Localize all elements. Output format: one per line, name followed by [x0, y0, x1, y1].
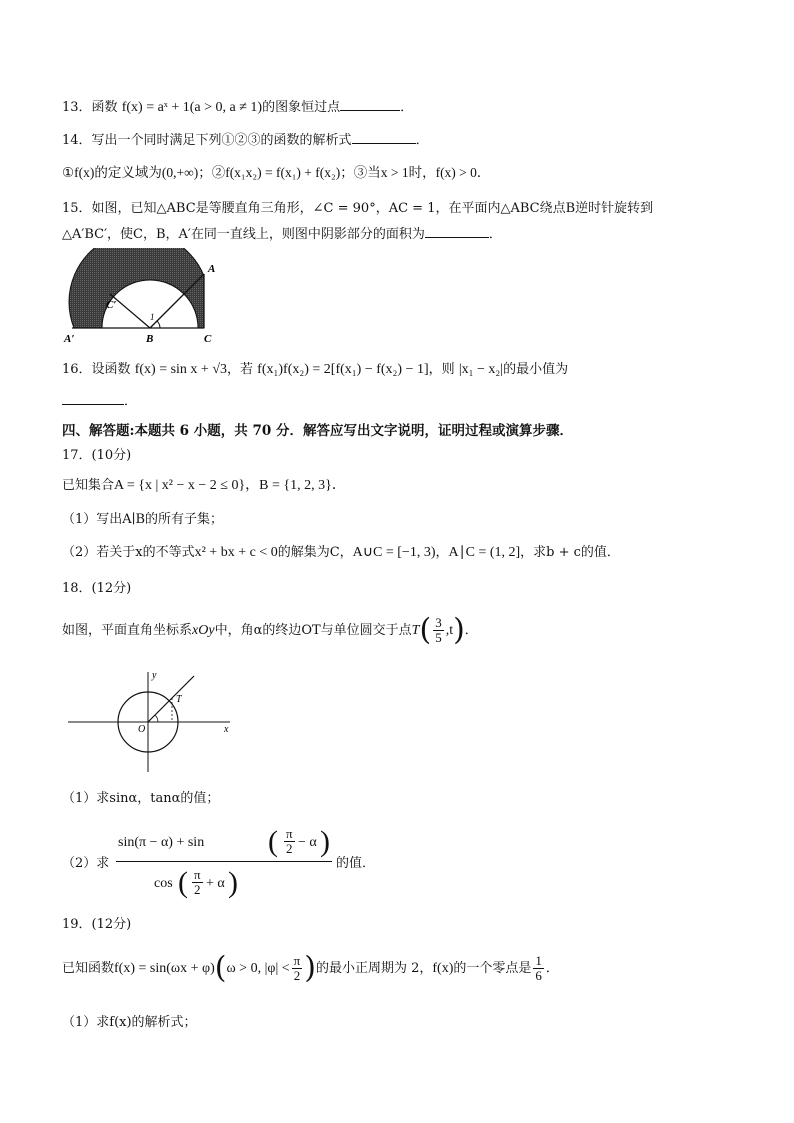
q19-end: ． — [545, 961, 559, 976]
q18-p2-numerator — [118, 826, 330, 858]
q18-point-T: T — [411, 623, 420, 638]
question-14 — [62, 131, 429, 151]
q19-cond-frac-num: π — [293, 953, 301, 968]
q19-cond-frac-den: 2 — [293, 968, 301, 983]
q17-given-text: 已知集合 — [62, 478, 115, 493]
q16-text-d: 的最小值为 — [503, 362, 569, 377]
q13-text: 函数 — [91, 100, 118, 115]
q17-p2-text-a: （2）若关于x的不等式 — [62, 545, 195, 560]
q18-part1: （1）求sinα，tanα的值； — [62, 791, 220, 806]
q13-answer-blank — [340, 98, 400, 111]
q15-label-A: A — [208, 263, 216, 275]
q18-p2-den-plus-alpha: + α — [206, 876, 225, 891]
q18-frac-num: 3 — [435, 615, 442, 630]
q15-line1: 15．如图，已知△ABC是等腰直角三角形，∠C = 90°，AC = 1，在平面内△ABC绕点B逆时针旋转到 — [62, 201, 654, 216]
q16-text-b: ，若 — [227, 362, 254, 377]
q13-end: ． — [400, 100, 414, 115]
q14-number: 14． — [62, 133, 92, 148]
q17-given — [62, 476, 346, 496]
q18-angle-arc — [155, 715, 158, 722]
q17-header: 17．(10分) — [62, 448, 132, 463]
q18-p2-num-minus-alpha: − α — [298, 835, 317, 850]
q14-conditions: ①f(x)的定义域为(0,+∞)；②f(x₁x₂) = f(x₁) + f(x₂)；③当x > 1时，f(x) > 0． — [62, 165, 491, 180]
q19-fx: f(x) — [432, 961, 454, 976]
q18-p2-num-frac-den: 2 — [286, 841, 293, 856]
q19-header: 19．(12分) — [62, 917, 132, 932]
q19-left-paren: ( — [214, 950, 227, 986]
q18-right-paren: ) — [453, 612, 465, 648]
q18-end: ． — [464, 623, 478, 638]
q14-end: ． — [415, 133, 429, 148]
q15-text: △A′BC′，使C，B，A′在同一直线上，则图中阴影部分的面积为 — [62, 227, 425, 242]
q15-line2 — [62, 225, 502, 245]
question-13 — [62, 98, 413, 118]
q18-p2-text-a: （2）求 — [62, 856, 110, 871]
q17-p2-text-d: ，求b + c的值． — [520, 545, 620, 560]
q15-label-angle: 1 — [150, 312, 155, 322]
q15-end: ． — [488, 227, 502, 242]
q18-fraction — [433, 616, 444, 645]
q18-text-a: 如图，平面直角坐标系 — [62, 623, 193, 638]
q18-p2-num-rparen: ) — [320, 825, 330, 858]
q16-formula-2: f(x₁)f(x₂) = 2[f(x₁) − f(x₂) − 1] — [257, 362, 429, 377]
q18-p2-fraction-bar — [116, 861, 332, 862]
q17-p2-formula: x² + bx + c < 0 — [194, 545, 278, 560]
q18-p2-den-cos: cos — [154, 876, 173, 891]
q18-p2-den-frac-num: π — [194, 867, 201, 882]
q16-answer-blank — [62, 392, 124, 405]
q18-left-paren: ( — [419, 612, 432, 648]
q18-part2 — [62, 820, 382, 908]
q19-statement — [62, 950, 559, 988]
q18-label-y: y — [152, 670, 157, 681]
q19-zero-num: 1 — [535, 953, 542, 968]
q17-p2-text-c: ， — [435, 545, 449, 560]
question-16 — [62, 360, 568, 380]
q15-label-B: B — [146, 333, 154, 344]
q16-end: ． — [124, 394, 138, 409]
q18-p2-num-text: sin(π − α) + sin — [118, 835, 205, 850]
q16-formula-1: f(x) = sin x + √3 — [134, 362, 228, 377]
q15-figure — [62, 248, 222, 344]
q18-p2-den-frac — [192, 868, 203, 897]
q18-figure — [66, 668, 236, 776]
q19-formula: f(x) = sin(ωx + φ) — [114, 961, 215, 976]
q19-zero-den: 6 — [535, 968, 542, 983]
q17-p2-union: A∪C = [−1, 3) — [352, 545, 436, 560]
q13-formula: f(x) = aˣ + 1(a > 0, a ≠ 1) — [121, 100, 263, 115]
q18-p2-text-b: 的值． — [336, 856, 376, 871]
q14-answer-blank — [352, 131, 416, 144]
q13-text-b: 的图象恒过点 — [262, 100, 341, 115]
q19-text-a: 已知函数 — [62, 961, 115, 976]
q18-statement — [62, 612, 478, 650]
q19-part1: （1）求f(x)的解析式； — [62, 1015, 197, 1030]
q18-header: 18．(12分) — [62, 581, 132, 596]
q18-p2-den-rparen: ) — [228, 866, 238, 899]
q18-p2-num-frac-num: π — [286, 826, 293, 841]
q16-formula-3: |x₁ − x₂| — [458, 362, 504, 377]
q18-terminal-side — [148, 676, 194, 722]
q18-label-O: O — [138, 724, 146, 735]
q19-condition: ω > 0, |φ| < — [226, 961, 290, 976]
q15-label-Aprime: A′ — [64, 333, 75, 344]
q19-cond-frac — [292, 954, 303, 983]
q18-p2-denominator — [154, 866, 284, 900]
section-4-title: 四、解答题:本题共 6 小题，共 70 分．解答应写出文字说明，证明过程或演算步骤． — [62, 423, 573, 439]
q17-p2-intersection: A∣C = (1, 2] — [448, 545, 521, 560]
q19-text-b: 的最小正周期为 2， — [315, 961, 433, 976]
q18-p2-num-lparen: ( — [268, 825, 278, 858]
q18-label-x: x — [224, 724, 229, 735]
q17-part2 — [62, 543, 620, 563]
q15-label-Cprime: C′ — [106, 299, 117, 311]
q18-xoy: xOy — [192, 623, 215, 638]
q16-text-a: 设函数 — [91, 362, 131, 377]
q17-set-a: A = {x | x² − x − 2 ≤ 0} — [114, 478, 246, 493]
q16-text-c: ，则 — [428, 362, 455, 377]
q18-p2-den-frac-den: 2 — [194, 882, 201, 897]
q14-text: 写出一个同时满足下列①②③的函数的解析式 — [91, 133, 352, 148]
q19-text-c: 的一个零点是 — [453, 961, 532, 976]
q17-part1: （1）写出A∣B的所有子集； — [62, 512, 223, 527]
q16-number: 16． — [62, 362, 92, 377]
q18-p2-num-frac — [284, 827, 295, 856]
q18-t: ,t — [445, 623, 454, 638]
q17-p2-text-b: 的解集为C， — [277, 545, 353, 560]
q18-frac-den: 5 — [435, 630, 442, 645]
q17-set-b: ，B = {1, 2, 3}． — [245, 478, 346, 493]
q15-label-C: C — [204, 333, 212, 344]
q19-zero-frac — [533, 954, 544, 983]
q15-answer-blank — [425, 225, 489, 238]
q18-p2-den-lparen: ( — [178, 866, 188, 899]
q19-right-paren: ) — [304, 950, 316, 986]
q13-number: 13． — [62, 100, 92, 115]
q16-answer-line — [62, 392, 137, 412]
q18-label-T: T — [176, 694, 182, 705]
q18-text-b: 中，角α的终边OT与单位圆交于点 — [214, 623, 412, 638]
